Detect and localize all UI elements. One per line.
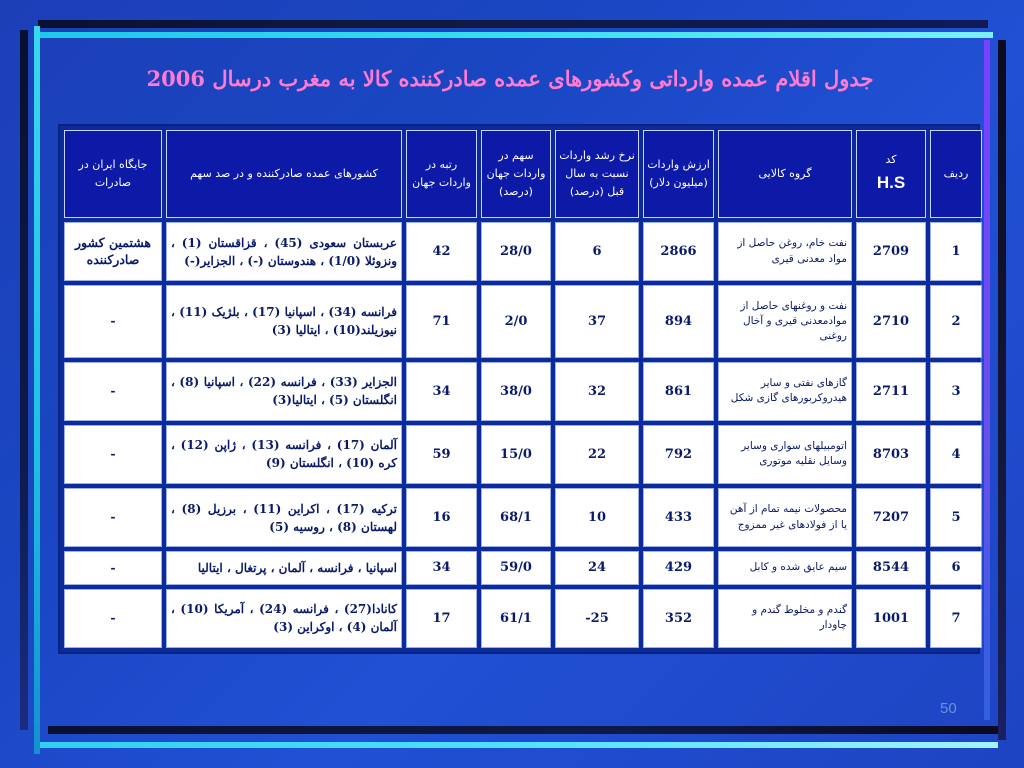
cell-world-share: 68/1 xyxy=(481,488,551,547)
frame-bar-bottom-dark xyxy=(48,726,998,734)
cell-row-number: 5 xyxy=(930,488,982,547)
cell-growth-rate: 6 xyxy=(555,222,639,281)
frame-bar-top-dark xyxy=(38,20,988,28)
cell-world-share: 38/0 xyxy=(481,362,551,421)
slide-title: جدول اقلام عمده وارداتی وکشورهای عمده صادرکننده کالا به مغرب درسال 2006 xyxy=(146,66,874,91)
table-header-row xyxy=(64,130,982,218)
header-goods-group: گروه کالایی xyxy=(718,130,852,218)
frame-bar-top-cyan xyxy=(38,32,993,38)
cell-exporting-countries: آلمان (17) ، فرانسه (13) ، ژاپن (12) ، کره (10) ، انگلستان (9) xyxy=(166,425,402,484)
cell-world-rank: 34 xyxy=(406,551,477,585)
cell-hs-code: 8544 xyxy=(856,551,926,585)
header-hs-code-label: کد xyxy=(885,152,897,166)
table-row xyxy=(64,425,982,484)
cell-exporting-countries: فرانسه (34) ، اسپانیا (17) ، بلژیک (11) ، نیوزیلند(10) ، ایتالیا (3) xyxy=(166,285,402,358)
header-import-value: ارزش واردات (میلیون دلار) xyxy=(643,130,714,218)
cell-row-number: 7 xyxy=(930,589,982,648)
imports-table xyxy=(58,124,980,654)
cell-growth-rate: 32 xyxy=(555,362,639,421)
cell-exporting-countries: ترکیه (17) ، اکراین (11) ، برزیل (8) ، لهستان (8) ، روسیه (5) xyxy=(166,488,402,547)
table-row xyxy=(64,551,982,585)
cell-world-share: 2/0 xyxy=(481,285,551,358)
cell-hs-code: 1001 xyxy=(856,589,926,648)
cell-iran-position: هشتمین کشور صادرکننده xyxy=(64,222,162,281)
table-row xyxy=(64,589,982,648)
cell-world-rank: 42 xyxy=(406,222,477,281)
cell-import-value: 792 xyxy=(643,425,714,484)
frame-bar-bottom-cyan xyxy=(40,742,998,748)
cell-hs-code: 8703 xyxy=(856,425,926,484)
cell-goods-group: سیم عایق شده و کابل xyxy=(718,551,852,585)
header-world-rank: رتبه در واردات جهان xyxy=(406,130,477,218)
cell-hs-code: 7207 xyxy=(856,488,926,547)
cell-hs-code: 2709 xyxy=(856,222,926,281)
cell-goods-group: اتومبیلهای سواری وسایر وسایل نقلیه موتوری xyxy=(718,425,852,484)
cell-exporting-countries: عربستان سعودی (45) ، قزاقستان (1) ، ونزوئلا (1/0) ، هندوستان (-) ، الجزایر(-) xyxy=(166,222,402,281)
table-row xyxy=(64,285,982,358)
page-number: 50 xyxy=(940,700,957,717)
cell-growth-rate: 10 xyxy=(555,488,639,547)
cell-hs-code: 2710 xyxy=(856,285,926,358)
cell-import-value: 894 xyxy=(643,285,714,358)
cell-row-number: 2 xyxy=(930,285,982,358)
cell-hs-code: 2711 xyxy=(856,362,926,421)
cell-growth-rate: 25- xyxy=(555,589,639,648)
cell-iran-position: - xyxy=(64,362,162,421)
cell-iran-position: - xyxy=(64,551,162,585)
header-world-share: سهم در واردات جهان (درصد) xyxy=(481,130,551,218)
cell-world-rank: 17 xyxy=(406,589,477,648)
header-hs-code xyxy=(856,130,926,218)
cell-iran-position: - xyxy=(64,285,162,358)
cell-growth-rate: 37 xyxy=(555,285,639,358)
header-hs-code-abbr: H.S xyxy=(876,173,906,193)
header-row-number: ردیف xyxy=(930,130,982,218)
header-growth-rate: نرخ رشد واردات نسبت به سال قبل (درصد) xyxy=(555,130,639,218)
cell-world-rank: 16 xyxy=(406,488,477,547)
frame-bar-left-dark xyxy=(20,30,28,730)
header-exporting-countries: کشورهای عمده صادرکننده و در صد سهم xyxy=(166,130,402,218)
header-iran-position: جایگاه ایران در صادرات xyxy=(64,130,162,218)
cell-world-share: 61/1 xyxy=(481,589,551,648)
cell-row-number: 1 xyxy=(930,222,982,281)
table-body xyxy=(64,222,982,648)
frame-bar-left-cyan xyxy=(34,26,40,754)
cell-goods-group: نفت و روغنهای حاصل از موادمعدنی قیری و آخال روغنی xyxy=(718,285,852,358)
cell-import-value: 429 xyxy=(643,551,714,585)
cell-import-value: 433 xyxy=(643,488,714,547)
cell-growth-rate: 24 xyxy=(555,551,639,585)
cell-world-rank: 71 xyxy=(406,285,477,358)
table-row xyxy=(64,362,982,421)
cell-exporting-countries: الجزایر (33) ، فرانسه (22) ، اسپانیا (8) ، انگلستان (5) ، ایتالیا(3) xyxy=(166,362,402,421)
cell-growth-rate: 22 xyxy=(555,425,639,484)
table-row xyxy=(64,488,982,547)
cell-exporting-countries: کانادا(27) ، فرانسه (24) ، آمریکا (10) ، آلمان (4) ، اوکراین (3) xyxy=(166,589,402,648)
frame-bar-right-dark xyxy=(998,40,1006,740)
cell-row-number: 6 xyxy=(930,551,982,585)
cell-world-rank: 59 xyxy=(406,425,477,484)
cell-exporting-countries: اسپانیا ، فرانسه ، آلمان ، پرتغال ، ایتالیا xyxy=(166,551,402,585)
cell-goods-group: گندم و مخلوط گندم و چاودار xyxy=(718,589,852,648)
cell-import-value: 2866 xyxy=(643,222,714,281)
cell-world-share: 15/0 xyxy=(481,425,551,484)
table-row xyxy=(64,222,982,281)
cell-row-number: 4 xyxy=(930,425,982,484)
cell-goods-group: نفت خام، روغن حاصل از مواد معدنی قیری xyxy=(718,222,852,281)
cell-iran-position: - xyxy=(64,488,162,547)
cell-iran-position: - xyxy=(64,589,162,648)
cell-row-number: 3 xyxy=(930,362,982,421)
cell-goods-group: گازهای نفتی و سایر هیدروکربورهای گازی شکل xyxy=(718,362,852,421)
cell-world-share: 28/0 xyxy=(481,222,551,281)
cell-goods-group: محصولات نیمه تمام از آهن یا از فولادهای غیر ممزوج xyxy=(718,488,852,547)
cell-import-value: 352 xyxy=(643,589,714,648)
cell-world-share: 59/0 xyxy=(481,551,551,585)
cell-world-rank: 34 xyxy=(406,362,477,421)
cell-iran-position: - xyxy=(64,425,162,484)
cell-import-value: 861 xyxy=(643,362,714,421)
